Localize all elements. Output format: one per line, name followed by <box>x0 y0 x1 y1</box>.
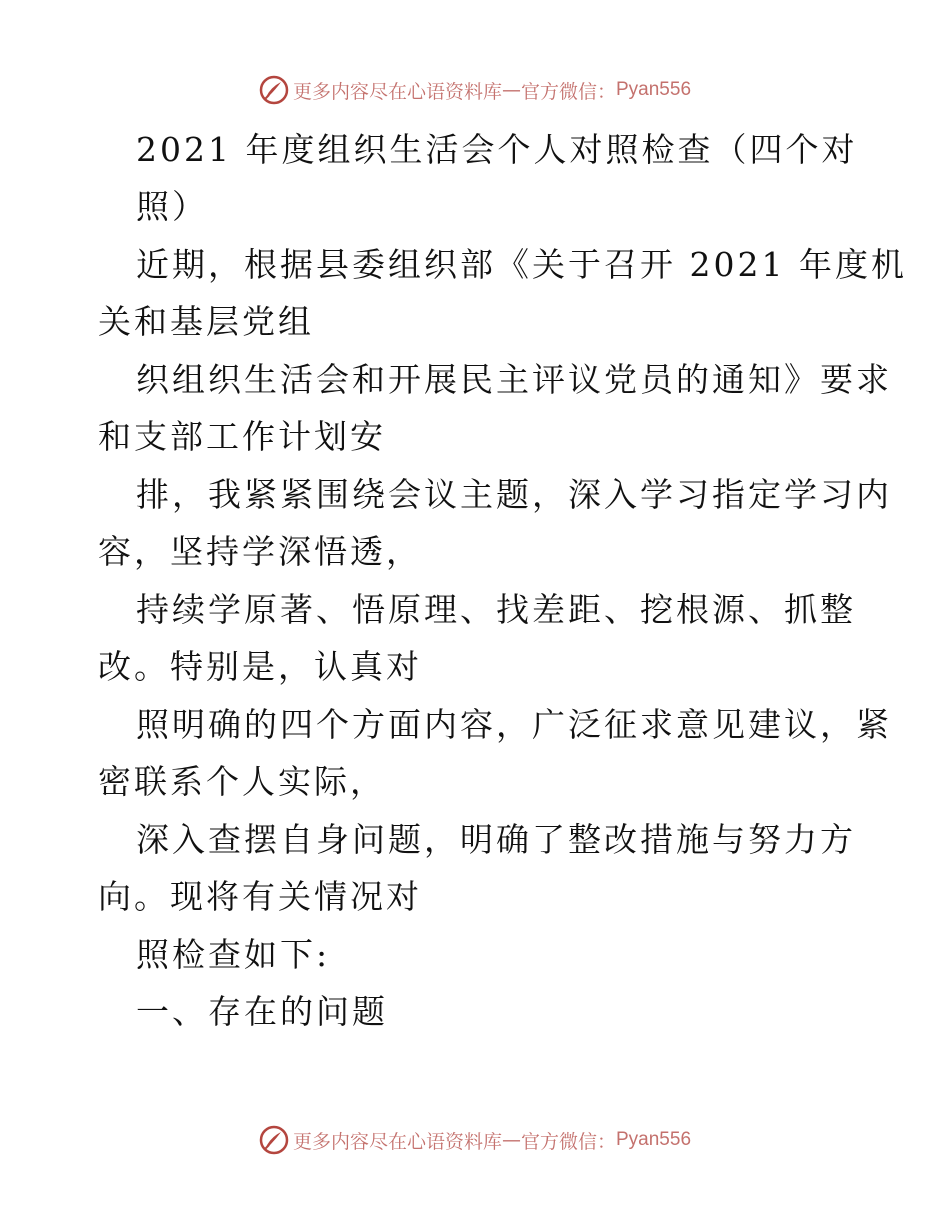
doc-paragraph-line: 向。现将有关情况对 <box>98 877 422 916</box>
banner-wechat-label: 官方微信： <box>520 1130 616 1153</box>
doc-paragraph-line: 照检查如下: <box>136 935 331 974</box>
banner-separator: — <box>501 79 521 101</box>
footer-banner <box>0 1120 950 1160</box>
doc-paragraph-line: 织组织生活会和开展民主评议党员的通知》要求 <box>136 360 892 399</box>
doc-title-line-2: 照） <box>136 187 208 226</box>
doc-paragraph-line: 持续学原著、悟原理、找差距、挖根源、抓整 <box>136 590 856 629</box>
section-heading: 一、存在的问题 <box>136 992 388 1031</box>
doc-paragraph-line: 近期，根据县委组织部《关于召开 2021 年度机 <box>136 245 907 284</box>
doc-paragraph-line: 排，我紧紧围绕会议主题，深入学习指定学习内 <box>136 475 892 514</box>
doc-title-line-1: 2021 年度组织生活会个人对照检查（四个对 <box>136 130 858 169</box>
banner-separator: — <box>501 1129 521 1151</box>
banner-wechat-id: Pyan556 <box>616 1129 692 1150</box>
doc-paragraph-line: 密联系个人实际， <box>98 762 386 801</box>
header-banner <box>0 70 950 110</box>
pen-logo-icon <box>259 75 289 105</box>
banner-wechat-id: Pyan556 <box>616 79 692 100</box>
doc-paragraph-line: 关和基层党组 <box>98 302 314 341</box>
banner-site-text: 更多内容尽在心语资料库 <box>292 80 502 103</box>
banner-site-text: 更多内容尽在心语资料库 <box>292 1130 502 1153</box>
pen-logo-icon <box>259 1125 289 1155</box>
doc-paragraph-line: 照明确的四个方面内容，广泛征求意见建议，紧 <box>136 705 892 744</box>
doc-paragraph-line: 深入查摆自身问题，明确了整改措施与努力方 <box>136 820 856 859</box>
doc-paragraph-line: 和支部工作计划安 <box>98 417 386 456</box>
doc-paragraph-line: 容，坚持学深悟透， <box>98 532 422 571</box>
doc-paragraph-line: 改。特别是，认真对 <box>98 647 422 686</box>
banner-wechat-label: 官方微信： <box>520 80 616 103</box>
